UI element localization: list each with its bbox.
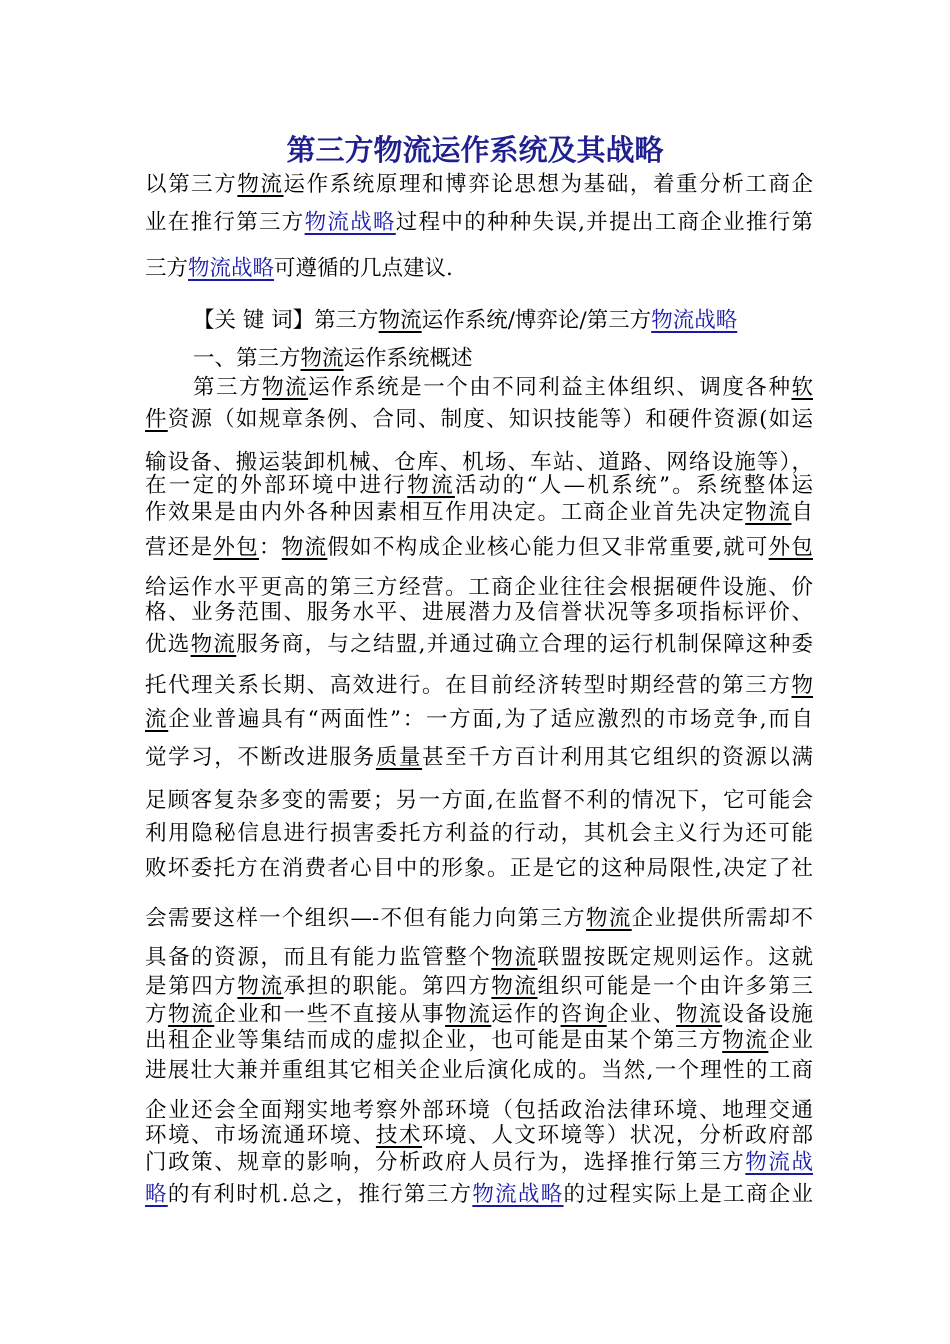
underlined-term: 物流 <box>722 1028 769 1053</box>
keyword-link[interactable]: 物流战略 <box>304 210 396 235</box>
underlined-term: 物流 <box>378 308 422 333</box>
text-run: 在一定的外部环境中进行 <box>145 473 408 498</box>
text-run: 可遵循的几点建议. <box>274 256 453 281</box>
underlined-term: 件 <box>145 407 168 432</box>
text-run: 企业和一些不直接从事 <box>214 1002 446 1027</box>
text-run: 环境、市场流通环境、 <box>145 1123 376 1148</box>
text-run: 业在推行第三方 <box>145 210 305 235</box>
keyword-link[interactable]: 物流战略 <box>472 1182 564 1207</box>
underlined-term: 外包 <box>213 535 259 560</box>
text-run: 企业还会全面翔实地考察外部环境（包括政治法律环境、地理交通 <box>145 1098 813 1123</box>
text-run: 运作系统原理和博弈论思想为基础，着重分析工商企 <box>283 172 813 197</box>
text-run: 企业、 <box>606 1002 676 1027</box>
text-run: 托代理关系长期、高效进行。在目前经济转型时期经营的第三方 <box>145 673 792 698</box>
underlined-term: 物流 <box>586 906 632 931</box>
text-run: 假如不构成企业核心能力但又非常重要,就可 <box>327 535 769 560</box>
text-run: 一、第三方 <box>193 346 301 371</box>
text-run: 设备设施 <box>722 1002 813 1027</box>
text-line <box>145 471 813 501</box>
text-line <box>145 254 813 284</box>
underlined-term: 物流 <box>300 346 344 371</box>
underlined-term: 物流 <box>407 473 455 498</box>
text-line <box>145 533 813 563</box>
text-run: ： <box>258 535 282 560</box>
text-run: 自 <box>791 500 813 525</box>
text-run: 运作系统/博弈论/第三方 <box>421 308 652 333</box>
text-run: 作效果是由内外各种因素相互作用决定。工商企业首先决定 <box>145 500 746 525</box>
underlined-term: 软 <box>791 375 813 400</box>
text-line <box>145 904 813 934</box>
text-run: 觉学习，不断改进服务 <box>145 745 376 770</box>
text-line <box>145 405 813 435</box>
keyword-link[interactable]: 略 <box>145 1182 168 1207</box>
text-line <box>145 170 813 200</box>
underlined-term: 物流 <box>262 375 309 400</box>
text-line <box>145 972 813 1002</box>
text-run: 运作系统是一个由不同利益主体组织、调度各种 <box>308 375 792 400</box>
underlined-term: 物流 <box>675 1002 723 1027</box>
keyword-link[interactable]: 物流战略 <box>188 256 275 281</box>
text-run: 会需要这样一个组织—-不但有能力向第三方 <box>145 906 587 931</box>
text-run: 活动的“人—机系统”。系统整体运 <box>454 473 813 498</box>
underlined-term: 质量 <box>375 745 423 770</box>
underlined-term: 咨询 <box>560 1002 607 1027</box>
text-run: 进展壮大兼并重组其它相关企业后演化成的。当然,一个理性的工商 <box>145 1058 813 1083</box>
text-run: 承担的职能。第四方 <box>283 974 492 999</box>
keyword-link[interactable]: 物流战 <box>745 1150 813 1175</box>
text-run: 门政策、规章的影响，分析政府人员行为，选择推行第三方 <box>145 1150 746 1175</box>
text-run: 是第四方 <box>145 974 238 999</box>
text-run: 资源（如规章条例、合同、制度、知识技能等）和硬件资源(如运 <box>167 407 813 432</box>
text-line <box>145 819 813 849</box>
text-line <box>145 1026 813 1056</box>
text-line <box>145 498 813 528</box>
text-run: 【关 键 词】第三方 <box>193 308 379 333</box>
text-line <box>145 743 813 773</box>
text-line <box>145 630 813 660</box>
text-run: 运作系统概述 <box>343 346 473 371</box>
text-run: 过程中的种种失误,并提出工商企业推行第 <box>395 210 813 235</box>
text-line <box>193 344 813 374</box>
text-line <box>145 1056 813 1086</box>
text-run: 出租企业等集结而成的虚拟企业，也可能是由某个第三方 <box>145 1028 723 1053</box>
text-run: 营还是 <box>145 535 214 560</box>
underlined-term: 技术 <box>375 1123 423 1148</box>
underlined-term: 物流 <box>237 172 284 197</box>
text-run: 具备的资源，而且有能力监管整个 <box>145 945 492 970</box>
text-run: 企业 <box>768 1028 813 1053</box>
text-run: 的过程实际上是工商企业 <box>563 1182 813 1207</box>
text-run: 组织可能是一个由许多第三 <box>537 974 813 999</box>
underlined-term: 物流 <box>237 974 284 999</box>
text-line <box>193 373 813 403</box>
text-run: 三方 <box>145 256 189 281</box>
text-run: 败坏委托方在消费者心目中的形象。正是它的这种局限性,决定了社 <box>145 856 813 881</box>
text-line <box>145 1148 813 1178</box>
text-run: 联盟按既定规则运作。这就 <box>537 945 813 970</box>
text-run: 环境、人文环境等）状况，分析政府部 <box>422 1123 813 1148</box>
underlined-term: 物流 <box>745 500 792 525</box>
underlined-term: 外包 <box>768 535 813 560</box>
text-run: 输设备、搬运装卸机械、仓库、机场、车站、道路、网络设施等）， <box>145 450 813 475</box>
text-line <box>145 786 813 816</box>
underlined-term: 流 <box>145 707 169 732</box>
text-run: 足顾客复杂多变的需要；另一方面,在监督不利的情况下，它可能会 <box>145 788 813 813</box>
text-line <box>145 208 813 238</box>
underlined-term: 物流 <box>281 535 328 560</box>
underlined-term: 物流 <box>190 632 237 657</box>
underlined-term: 物 <box>791 673 813 698</box>
text-line <box>145 943 813 973</box>
text-run: 以第三方 <box>145 172 238 197</box>
underlined-term: 物流 <box>168 1002 215 1027</box>
text-line <box>145 1121 813 1151</box>
text-run: 企业普遍具有“两面性”：一方面,为了适应激烈的市场竞争,而自 <box>168 707 813 732</box>
text-run: 服务商，与之结盟,并通过确立合理的运行机制保障这种委 <box>236 632 813 657</box>
underlined-term: 物流 <box>491 974 538 999</box>
text-run: 方 <box>145 1002 169 1027</box>
text-line <box>145 854 813 884</box>
document-title: 第三方物流运作系统及其战略 <box>286 133 664 167</box>
text-line <box>145 598 813 628</box>
underlined-term: 物流 <box>491 945 538 970</box>
text-run: 第三方 <box>193 375 263 400</box>
text-run: 格、业务范围、服务水平、进展潜力及信誉状况等多项指标评价、 <box>145 600 813 625</box>
keyword-link[interactable]: 物流战略 <box>651 308 738 333</box>
text-run: 利用隐秘信息进行损害委托方利益的行动，其机会主义行为还可能 <box>145 821 813 846</box>
text-run: 甚至千方百计利用其它组织的资源以满 <box>422 745 813 770</box>
text-line <box>145 1180 813 1210</box>
text-line <box>145 671 813 701</box>
text-line <box>145 705 813 735</box>
text-run: 给运作水平更高的第三方经营。工商企业往往会根据硬件设施、价 <box>145 575 813 600</box>
text-run: 优选 <box>145 632 191 657</box>
text-run: 企业提供所需却不 <box>631 906 813 931</box>
text-run: 的有利时机.总之，推行第三方 <box>167 1182 473 1207</box>
text-run: 运作的 <box>491 1002 561 1027</box>
underlined-term: 物流 <box>445 1002 492 1027</box>
text-line <box>193 306 813 336</box>
